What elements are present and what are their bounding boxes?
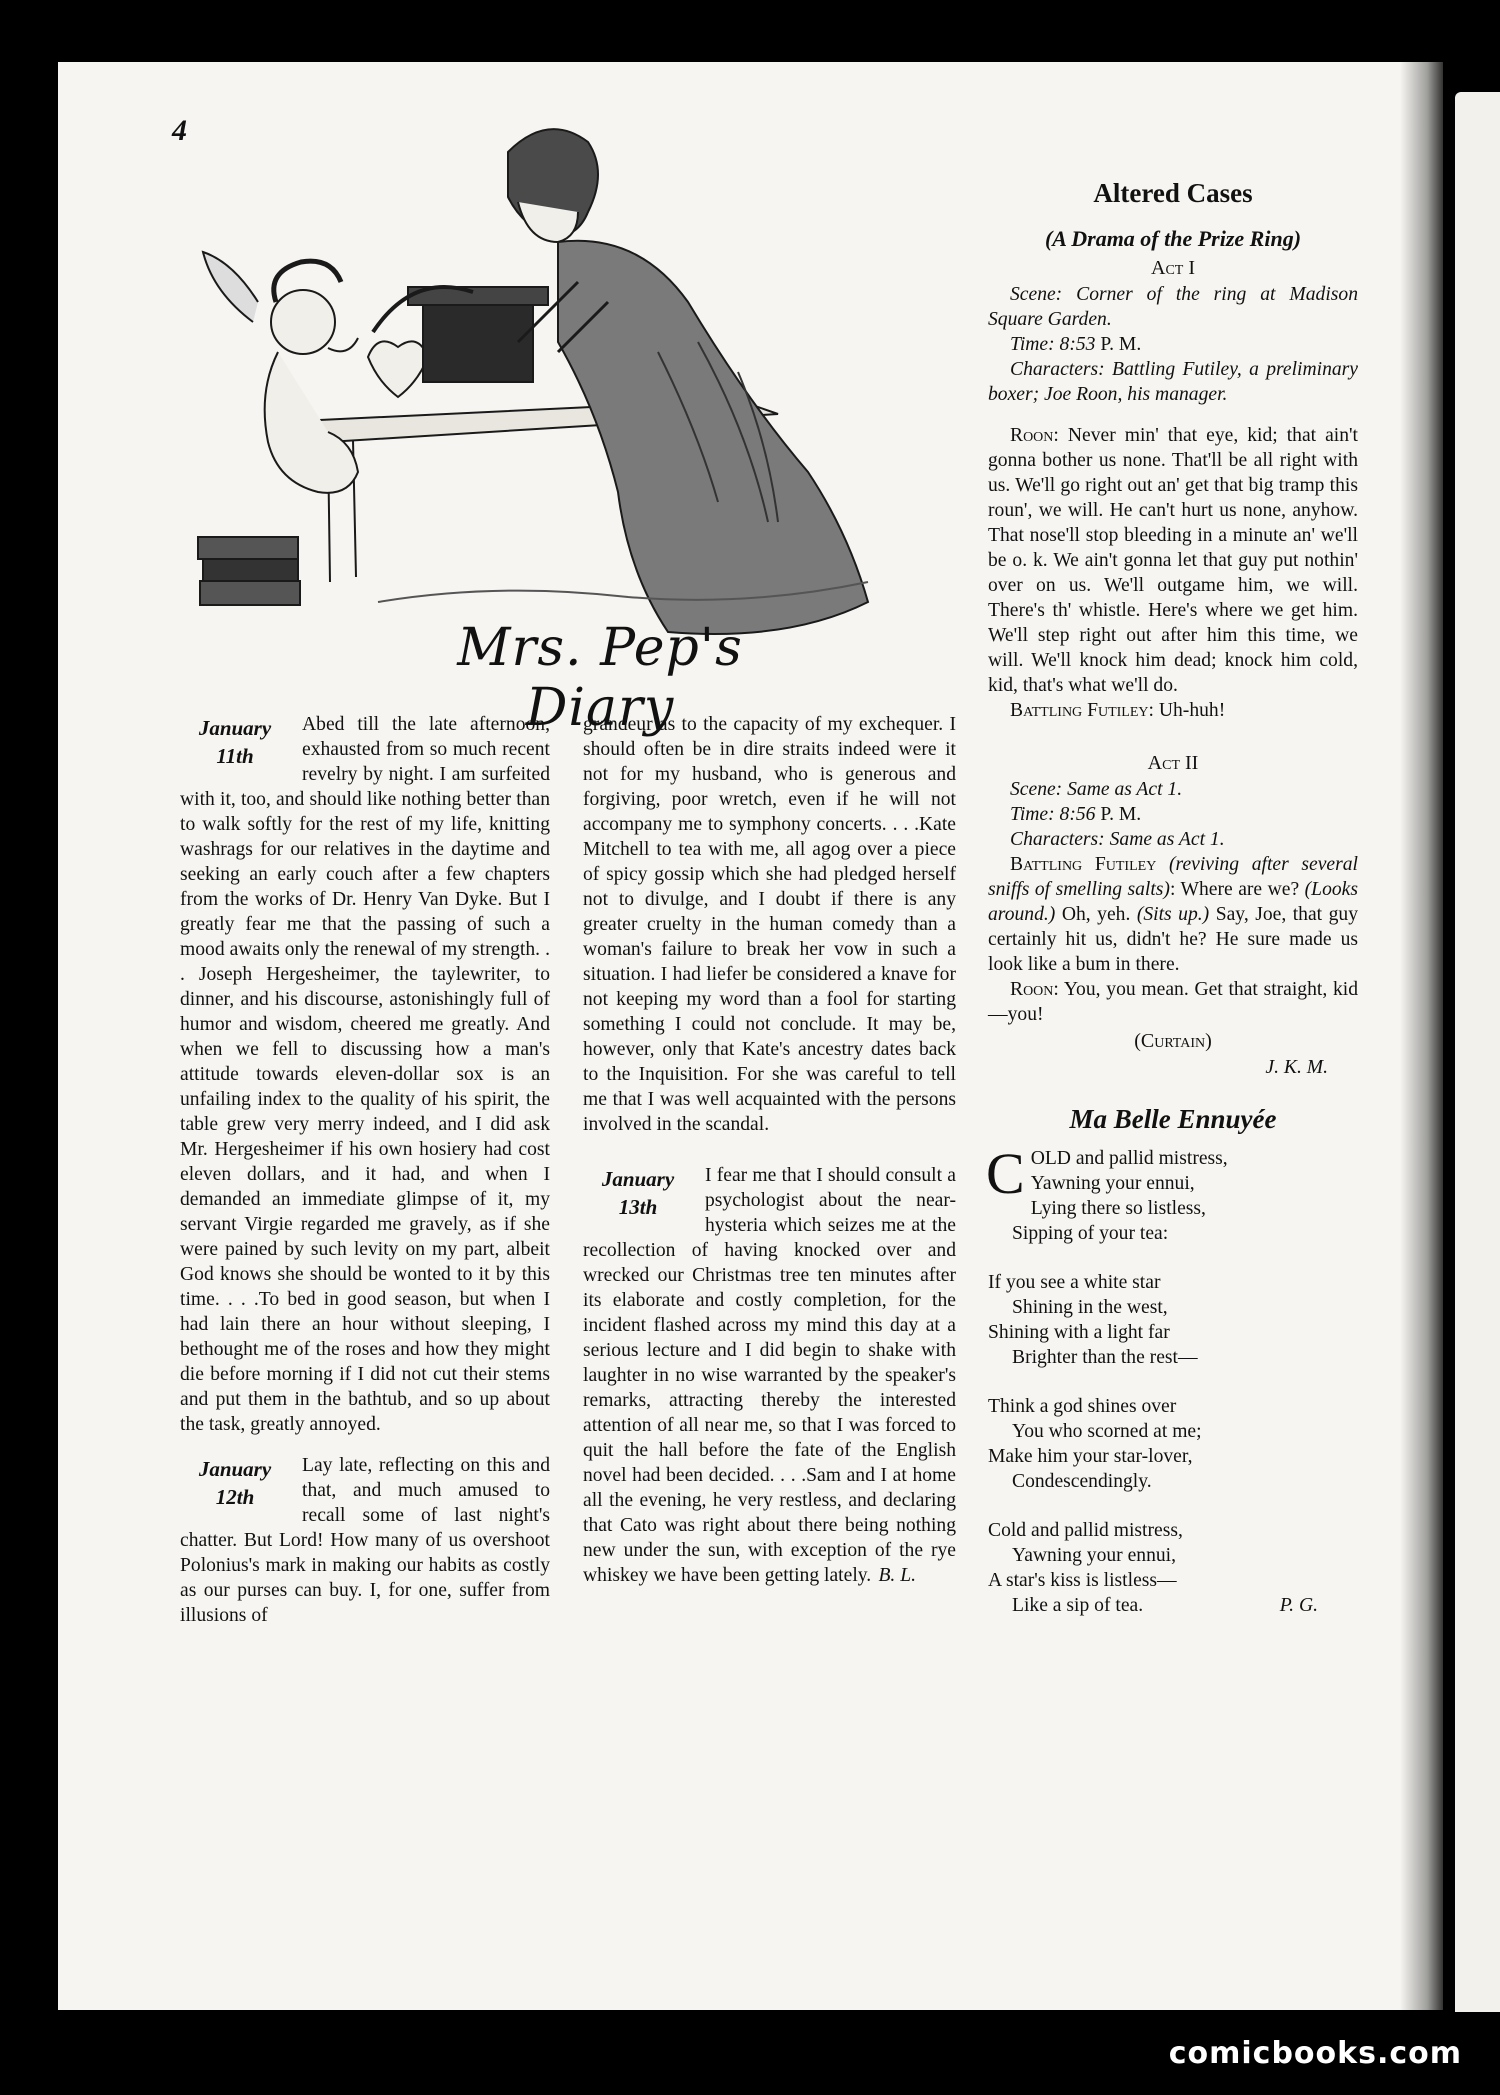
- poem-line: Sipping of your tea:: [1012, 1223, 1169, 1244]
- entry-date-january-12: [180, 1455, 290, 1511]
- date-day: 11th: [216, 744, 254, 768]
- poem-line: Like a sip of tea. P. G.: [988, 1593, 1358, 1618]
- facing-page-edge: [1455, 92, 1500, 2012]
- date-day: 12th: [215, 1485, 255, 1509]
- right-column: [988, 176, 1358, 1618]
- diary-column-2: [583, 712, 956, 1588]
- diary-column-1: [180, 712, 550, 1628]
- poem-line: A star's kiss is listless—: [988, 1570, 1177, 1591]
- poem-line: Condescendingly.: [1012, 1471, 1152, 1492]
- poem-line: Yawning your ennui,: [1030, 1173, 1195, 1194]
- entry-text-january-13: I fear me that I should consult a psychologist about the near-hysteria which seizes me at the recollection of having knocked over and wrecked our Christmas tree ten minutes after its elaborate and costly completion, for the incident flashed across my mind this day at a serious lecture and I did begin to shake with laughter in no wise warranted by the speaker's remarks, attracting thereby the interested attention of all near me, so that I was forced to quit the hall before the fate of the English novel had been decided. . . .Sam and I at home all the evening, he very restless, and declaring that Cato was right about there being nothing new under the sun, with exception of the rye whiskey we have been getting lately. B. L.: [583, 1165, 956, 1586]
- poem-body: [986, 1141, 1358, 1618]
- act-1-characters: Characters: Battling Futiley, a preliminary boxer; Joe Roon, his manager.: [988, 359, 1358, 405]
- entry-text-january-12-part2: grandeur as to the capacity of my exchequer. I should often be in dire straits indeed were it not for my husband, who is generous and forgiving, poor wretch, even if he will not accompany me to symphony concerts. . . .Kate Mitchell to tea with me, all agog over a piece of spicy gossip which she had pledged herself not to divulge, and I doubt if there is any greater cruelty in the human comedy than a woman's failure to break her vow in such a situation. I had liefer be considered a knave for not keeping my word than a fool for starting something I could not conclude. It may be, however, only that Kate's ancestry dates back to the Inquisition. For she was careful to tell me that I was well acquainted with the persons involved in the scandal.: [583, 714, 956, 1135]
- act-2-time: Time: 8:56 P. M.: [1010, 804, 1142, 825]
- poem-stanza: [988, 1394, 1358, 1494]
- act-2-heading: Act II: [1147, 752, 1199, 774]
- poem-line: Lying there so listless,: [1030, 1198, 1206, 1219]
- act-1-roon-line: Roon: Never min' that eye, kid; that ain't gonna bother us none. That'll be all right with us. We'll go right out an' get that big tramp this roun', we will. He can't hurt us none, anyhow. That nose'll stop bleeding in a minute an' we'll be o. k. We ain't gonna let that guy put nothin' over on us. We'll outgame him, we will. There's th' whistle. Here's where we get him. We'll step right out after him this time, we will. We'll knock him dead; knock him cold, kid, that's what we'll do.: [988, 425, 1358, 696]
- act-2-characters: Characters: Same as Act 1.: [1010, 829, 1225, 850]
- poem-signature: P. G.: [1279, 1595, 1318, 1616]
- poem-dropcap: C: [986, 1141, 1025, 1206]
- drama-signature: J. K. M.: [1265, 1057, 1328, 1078]
- entry-date-january-11: [180, 714, 290, 770]
- poem-line: Shining with a light far: [988, 1322, 1170, 1343]
- date-month: January: [198, 716, 272, 740]
- poem-stanza: [988, 1270, 1358, 1370]
- entry-text-january-11: Abed till the late afternoon, exhausted from so much recent revelry by night. I am surfeited with it, too, and should like nothing better than to walk softly for the rest of my life, knitting washrags for our relatives in the daytime and seeking an early couch after a few chapters from the works of Dr. Henry Van Dyke. But I greatly fear me that the passing of such a mood awaits only the renewal of my strength. . . Joseph Hergesheimer, the taylewriter, to dinner, and his discourse, astonishingly full of humor and wisdom, cheered me greatly. And when we fell to discussing how a man's attitude towards eleven-dollar sox is an unfailing index to the quality of his spirit, the table grew very merry indeed, and I did ask Mr. Hergesheimer if his own hosiery had cost eleven dollars, and it had, and when I demanded an immediate glimpse of it, my servant Virgie regarded me gravely, as if she were pained by such levity on my part, albeit God knows she should be wonted to it by this time. . . .To bed in good season, but when I had lain there an hour without sleeping, I bethought me of the roses and how they might die before morning if I did not cut their stems and put them in the bathtub, and so up about the task, greatly annoyed.: [180, 714, 550, 1435]
- watermark: comicbooks.com: [1168, 2036, 1462, 2071]
- diary-signature: B. L.: [878, 1565, 916, 1586]
- poem-stanza: [988, 1518, 1358, 1618]
- diary-title: Mrs. Pep's Diary: [457, 618, 743, 738]
- binding-shadow: [1400, 62, 1445, 2010]
- poem-line: Cold and pallid mistress,: [988, 1520, 1183, 1541]
- drama-subtitle: (A Drama of the Prize Ring): [1044, 226, 1302, 251]
- act-1-futiley-line: Battling Futiley: Uh-huh!: [1010, 700, 1226, 721]
- poem-line: Yawning your ennui,: [1012, 1545, 1177, 1566]
- date-day: 13th: [618, 1195, 658, 1219]
- act-2-scene: Scene: Same as Act 1.: [1010, 779, 1183, 800]
- date-month: January: [198, 1457, 272, 1481]
- poem-line: OLD and pallid mistress,: [1030, 1148, 1228, 1169]
- act-1-heading: Act I: [1151, 257, 1195, 279]
- poem-line: Brighter than the rest—: [1012, 1347, 1198, 1368]
- entry-date-january-13: [583, 1165, 693, 1221]
- poem-line: If you see a white star: [988, 1272, 1161, 1293]
- act-2-futiley-line: Battling Futiley (reviving after several sniffs of smelling salts): Where are we? (Looks around.) Oh, yeh. (Sits up.) Say, Joe, that guy certainly hit us, didn't he? He sure made us look like a bum in there.: [988, 854, 1358, 975]
- poem-line: Think a god shines over: [988, 1396, 1177, 1417]
- entry-text-january-12-part1: Lay late, reflecting on this and that, and much amused to recall some of last night's chatter. But Lord! How many of us overshoot Polonius's mark in making our habits as costly as our purses can buy. I, for one, suffer from illusions of: [180, 1455, 550, 1626]
- page-number: 4: [172, 114, 187, 147]
- poem-line: You who scorned at me;: [1012, 1421, 1202, 1442]
- act-1-scene: Scene: Corner of the ring at Madison Square Garden.: [988, 284, 1358, 330]
- act-2-roon-line: Roon: You, you mean. Get that straight, kid—you!: [988, 979, 1359, 1025]
- poem-title: Ma Belle Ennuyée: [1069, 1104, 1277, 1134]
- poem-line: Shining in the west,: [1012, 1297, 1168, 1318]
- poem-line: Make him your star-lover,: [988, 1446, 1193, 1467]
- curtain: (Curtain): [1134, 1030, 1212, 1052]
- act-1-time: Time: 8:53 P. M.: [1010, 334, 1142, 355]
- drama-title: Altered Cases: [1093, 178, 1253, 208]
- poem-stanza: [986, 1141, 1358, 1246]
- date-month: January: [601, 1167, 675, 1191]
- illustration-cupid-typewriter: [178, 122, 948, 642]
